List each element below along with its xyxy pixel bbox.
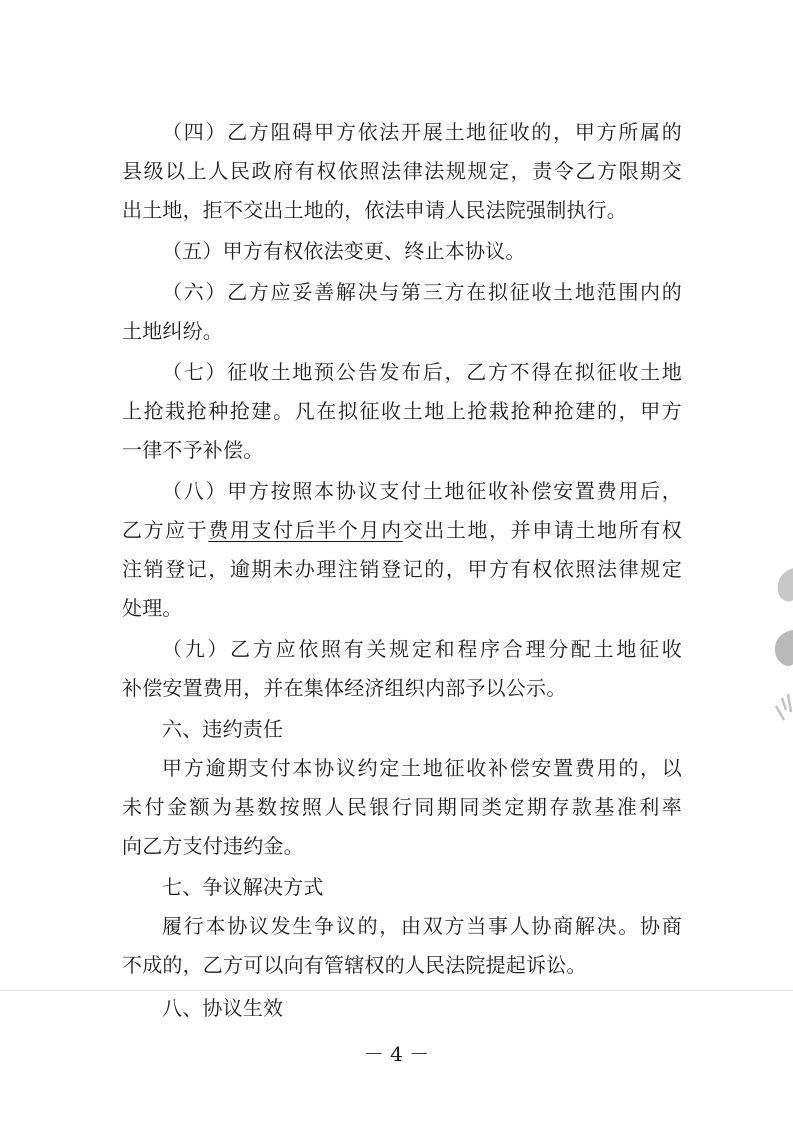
clause-9-line-2: 补偿安置费用，并在集体经济组织内部予以公示。 <box>122 676 567 700</box>
section-7-heading: 七、争议解决方式 <box>162 875 324 899</box>
clause-4-line-3: 出土地，拒不交出土地的，依法申请人民法院强制执行。 <box>122 198 627 222</box>
clause-7-line-1: （七）征收土地预公告发布后，乙方不得在拟征收土地 <box>162 360 682 384</box>
section-7-line-2: 不成的，乙方可以向有管辖权的人民法院提起诉讼。 <box>122 953 587 977</box>
section-6-heading: 六、违约责任 <box>162 717 284 741</box>
clause-6-line-1: （六）乙方应妥善解决与第三方在拟征收土地范围内的 <box>162 280 682 304</box>
page-number: － 4 － <box>363 1042 430 1066</box>
clause-8-line-2-pre: 乙方应于 <box>122 518 209 542</box>
section-6-line-2: 未付金额为基数按照人民银行同期同类定期存款基准利率 <box>122 795 682 819</box>
clause-8-line-4: 处理。 <box>122 596 183 620</box>
clause-8-line-2 <box>122 516 682 544</box>
clause-8-line-1: （八）甲方按照本协议支付土地征收补偿安置费用后， <box>162 479 682 503</box>
section-8-heading: 八、协议生效 <box>162 996 284 1020</box>
clause-7-line-2: 上抢栽抢种抢建。凡在拟征收土地上抢栽抢种抢建的，甲方 <box>122 399 682 423</box>
seal-stamp-edge <box>762 560 793 730</box>
section-7-line-1: 履行本协议发生争议的，由双方当事人协商解决。协商 <box>162 914 682 938</box>
scan-artifact-line <box>0 990 793 991</box>
clause-5-line-1: （五）甲方有权依法变更、终止本协议。 <box>162 239 526 263</box>
clause-8-line-3: 注销登记，逾期未办理注销登记的，甲方有权依照法律规定 <box>122 557 682 581</box>
clause-9-line-1: （九）乙方应依照有关规定和程序合理分配土地征收 <box>162 637 682 661</box>
section-6-line-1: 甲方逾期支付本协议约定土地征收补偿安置费用的，以 <box>162 756 682 780</box>
clause-8-underlined-deadline: 费用支付后半个月内 <box>208 518 403 542</box>
clause-4-line-1: （四）乙方阻碍甲方依法开展土地征收的，甲方所属的 <box>162 120 682 144</box>
clause-6-line-2: 土地纠纷。 <box>122 319 223 343</box>
clause-4-line-2: 县级以上人民政府有权依照法律法规规定，责令乙方限期交 <box>122 159 682 183</box>
section-6-line-3: 向乙方支付违约金。 <box>122 834 304 858</box>
clause-8-line-2-post: 交出土地，并申请土地所有权 <box>402 518 682 542</box>
clause-7-line-3: 一律不予补偿。 <box>122 438 264 462</box>
